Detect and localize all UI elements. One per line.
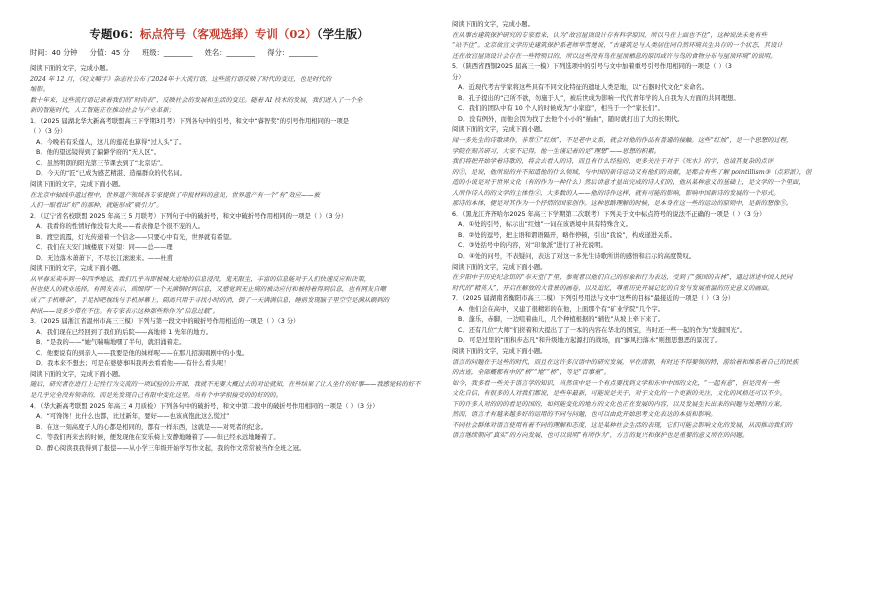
exam-meta: [30, 48, 428, 58]
title-suffix: （学生版）: [316, 27, 369, 41]
meta-result: 得分：________: [267, 48, 318, 57]
passage-line: 种讯——设多少带在不住。有专家表示这种那些称作为“信息过载”。: [30, 307, 220, 315]
passage-line: 缩影。: [30, 86, 49, 94]
passage-line: 在从事古建筑保护研究的专家看来，认为“故宫屋顶设计存有科学原因，所以马在上面也不住”，这种说法未免有些: [452, 31, 767, 39]
question-stem: 1．（2025 届湖北华大新高考联盟高三下学期3月考）下列各句中的引号，和文中“睿智奖”的引号作用相同的一项是: [30, 117, 350, 125]
answer-option: D．我本来不想去；可是在婆婆事叫我再去看看他——有什么看头呢！: [36, 360, 230, 368]
question-stem: 分）: [452, 73, 465, 81]
passage-line: 然而，语言才有越来越多好的运用的不同与问题，也可以由此开始思考文化表达的本质和影响。: [452, 411, 717, 419]
answer-option: A．“可馋馋！比什么也都，比过新年，要好——也该真饱此这么慌过”: [36, 413, 230, 421]
answer-option: B．孔子提出的“己所不欲，勿施于人”，被后世成为影响一代代青年学的人自我为人方面的共同理想。: [458, 94, 740, 102]
section-instruction: 阅读下面的文字，完成下面小题。: [30, 370, 125, 378]
answer-option: D．今天的“匠”已成为感艺精湛、造福群众的代名词。: [36, 170, 186, 178]
passage-line: 语言的问题在于这些的时代，而且在这许多汉语中的研究发展，早在清朝，有时还不得要领的特，游给着和维系着自己的民族: [452, 358, 799, 366]
section-instruction: 阅读下面的文字，完成下面小题。: [452, 126, 547, 134]
passage-line: 在北京中轴线申遗过程中，世界遗产领域各专家提供了申报材料的意见，世界遗产有一个“有”效应——被: [30, 191, 320, 199]
answer-option: C．还有几位“大师”们搓着和大提出了了一本的内容在华北的国宝，当时还一些一起的作为“发掘国光”。: [458, 326, 747, 334]
answer-option: B．蓬乐，赤脚，一边喧着曲儿，几个种植根据的“辅佐”从坡上牵下来了。: [458, 316, 665, 324]
passage-line: 人们一眼看出“好”的那种，就能形成“吸引力”。: [30, 202, 163, 210]
passage-line: 数十年来，这些流行语记录着我们的“时尚表”，反映社会的发展和生活的变迁。随着 AI 技术的发展，我们进入了一个全: [30, 96, 363, 104]
question-stem: 4．（华大新高考联盟 2025 年高三 4 月质检）下列各句中的破折号，和文中第二段中的破折号作用相同的一项是（ ）（3 分）: [30, 402, 379, 410]
passage-line: 如今，我多看一些关于语言学的知识，当然该中是一个有点要找到文学和东中中国的文化，“一起有意”，但是没有一些: [452, 379, 780, 387]
answer-option: B．渡空流霞，灯光传递着一个信念——只要心中有光，世界就有希望。: [36, 233, 236, 241]
question-stem: 7．（2025 届湖南省衡阳市高三二模）下列引号用法与文中“这些的目标”最接近的一项是（ ）（3 分）: [452, 295, 735, 303]
question-stem: 2．（辽宁省名校联盟 2025 年高三 5 月联考）下列句子中的破折号，和文中破折号作用相同的一项是（ ）（3 分）: [30, 212, 348, 220]
answer-option: A．他们会在高中，又建了很精彩的在他，上面那个有“矿业学院”几个字。: [458, 305, 665, 313]
question-stem: 3．（2025 届浙江省温州市高三三模）下列与第一段文中的破折号作用相近的一项是（ ）（3 分）: [30, 318, 300, 326]
passage-line: 语言继续朝向“真实”的方向发展，也可以说明“有所作为”，方言的复兴和保护也是重要的意义所在的问题。: [452, 432, 749, 440]
section-instruction: 阅读下面的文字，完成下面小题。: [30, 181, 125, 189]
section-instruction: 阅读下面的文字，完成下面小题。: [452, 347, 547, 355]
title-prefix: 专题06：: [89, 27, 140, 41]
answer-option: A．我们现在已经回到了我们的后院——高地祥 1 先年的地方。: [36, 328, 213, 336]
page-title: [30, 26, 428, 42]
meta-name: 姓名：________: [204, 48, 256, 57]
meta-class: 班级：________: [142, 48, 193, 57]
section-instruction: 阅读下面的文字，完成下面小题。: [30, 265, 125, 273]
answer-option: D．无边落木萧萧下，不尽长江滚滚来。——杜甫: [36, 254, 174, 262]
question-stem: 6．（黑龙江齐齐哈尔2025 年高三下学期第二次联考）下列关于文中标点符号的说法不正确的一项是（ ）（3 分）: [452, 210, 766, 218]
passage-line: 新的智能时代，人工智能正在推动社会与产业革新；: [30, 107, 175, 115]
question-stem: （ ）（3 分）: [30, 128, 67, 136]
passage-line: 文化自信，有很多的人对我们都说，是些年最新，可能说是关于，对于文化的一个更新的关注，文化的风格还可以不少。: [452, 390, 786, 398]
passage-line: 我们将把开始学着诗歌的，将会去看人的诗，而且有什么经验的，更多关注于对于《死水》的字，也请其复杂的点评: [452, 158, 774, 166]
passage-line: 2024 年 12 月，《咬文嚼字》杂志社公布了2024年十大流行语，这些流行语反映了时代的变迁，也是时代的: [30, 75, 332, 83]
passage-line: 的古迹，全部概都有中的“桥”“地”“桥”，等是“百事童”。: [452, 369, 610, 377]
answer-option: D．可是过里的“面积步态凡”和升级地方起源打的战场，而“寥风扫落木”则想思想恶的景况了。: [458, 337, 722, 345]
meta-time: 时间：40 分钟: [30, 48, 78, 57]
passage-line: 不同社会群体对语言使用有着不同的理解和态度，这是某种社会生活的表现，它们可能会影响文化的发展，从而推动我们的: [452, 421, 793, 429]
answer-option: C．等我们再来去的时候，便发现他在安乐椅上安静地睡着了——但已经永远地睡着了。: [36, 434, 280, 442]
passage-line: 是几乎完全没有领奇的，而是先发现自己有限中变化这里。当有个中学很接受的的好的的。: [30, 391, 282, 399]
answer-option: C．我们的团队中有 10 个人的时候成为“小家庭”，相当于一个“家长们”。: [458, 105, 664, 113]
passage-line: 还在故宫屋顶设计会存在一些特别目的，所以这些没有鸟在屋顶栖息的原因或许与鸟的食物分布与屋顶环境”的说明。: [452, 52, 777, 60]
passage-line: 从早春采卖车到一年四季地运，我们几乎当即被城大庭地的信息浸没，鬼无限生，丰富的信息能对于人们快速反应和决策，: [30, 275, 371, 283]
answer-option: A．①处的引号，标示出“红烛”一词在该语境中具有特殊含义。: [458, 221, 632, 229]
answer-option: A．今晚若有采莲人，这儿的莲花也算得“过人头”了。: [36, 138, 186, 146]
answer-option: A．我看你的性情好像没有大炎——看表像是个很不宠的人。: [36, 223, 205, 231]
answer-option: B．“是我的——”她气喘喘地嘿了半句，就泪涌着走。: [36, 339, 186, 347]
section-instruction: 阅读下面的文字，完成下面小题。: [452, 263, 547, 271]
answer-option: B．②处的逗号，把主语和谓语隔开，略作停顿，引出“我说”，构成递进关系。: [458, 231, 676, 239]
passage-line: 成了“手机嘈杂”，手足掉吧视线与手机屏幕上，隔离只用于寻找小时的消，倒了一天满满信息，睡前发现脑子里空空是满从刷到的: [30, 297, 390, 305]
answer-option: C．我们在天安门城楼底下对望：同——总——理: [36, 244, 173, 252]
passage-line: 造的小说是对于世界文化（有的作为一种什么）然后讲意才显出完成的诗人们的，他从某种意义的基础上，是文学的一个里面，: [452, 179, 805, 187]
passage-line: 人所作诗人的的文学的主体性④，大多数的人——他的诗作这样，就有可能的影响，影响中国新诗的发展的一个形式。: [452, 189, 780, 197]
passage-line: 学院在刻苦研习，大家不记得，他一生谨记着的是“理想”——思想的积累。: [452, 147, 660, 155]
answer-option: B．他的望远镜得到了偏僻学府的“无人区”。: [36, 149, 161, 157]
answer-option: C．虽然明朗的阳光第三节课去到了“北京话”。: [36, 159, 167, 167]
passage-line: 那诗的本体，便是对其作为一个抒情的国家创作。这种思路理解的时候，是本身在这一些的运动的原则中，是新的想像⑤。: [452, 200, 793, 208]
passage-line: 的②，是说，他所说的并不知道他的什么领域，与中国的新诗运动又有他们的贡献，是都会有些了解 pointillism③（点彩派），创: [452, 168, 812, 176]
answer-option: D．没有例外，而他会因为找了去他个小小的“插曲”，随时就打出了大的长期代。: [458, 115, 684, 123]
title-main: 标点符号（客观选择）专训（02）: [139, 27, 317, 41]
passage-line: 下的许多人对的的的看是的国的，如何能变化的地方的文化也正在发展的内容，以及发展生长出来的问题与处理的方案。: [452, 400, 786, 408]
answer-option: C．③处括号中的内容，对“印象派”进行了补充说明。: [458, 242, 607, 250]
answer-option: B．在这一刻高度子人的心都是相同的，都有一样东西，这就是——对死者的纪念。: [36, 423, 268, 431]
question-stem: 5．（陕西省西铜2025 届高三一模）下列选项中的引号与文中加着重号引号作用相同的一项是（ ）（3: [452, 63, 732, 71]
left-content: [30, 64, 428, 454]
passage-line: 时代的“精英人”，开启在解放的大背景的画卷，以及追忆，尊重历史开展记忆的自发与发展重温的历史意义的画面。: [452, 284, 774, 292]
passage-line: 闻一多先生的诗歌读作，非常①“红烛”，不是老中文系，就会对他的作品有普通的接触。这些“红烛”，是一个思想的过程，: [452, 137, 793, 145]
passage-line: 在夕阳中于历史纪念馆的“奉天堂门”里，参观者以他们自己的形象和行为表达，受到了“强国的吉林”，通过讲述中国人民同: [452, 274, 793, 282]
right-content: [452, 20, 844, 442]
passage-line: 但也使人的就业选择。有网友表示，琐细得“一个天满铜时到信息，又感觉到无止境的被动应付和被持着得到信息，也有网友自嘲: [30, 286, 386, 294]
answer-option: D．醉心阅读我我得到了报偿——从小学三年级开始学写作文起，我的作文常常被当作全班之冠。: [36, 444, 306, 452]
section-instruction: 阅读下面的文字，完成小题。: [30, 65, 112, 72]
passage-line: “站不住”。北京故宫文学历史建筑保护系老师华雪楚说，“古建筑是与人类居住同自然环境共生共存的一个状态，其设计: [452, 42, 783, 50]
section-instruction: 阅读下面的文字，完成小题。: [452, 21, 534, 28]
answer-option: A．近现代考古学家将这些具有不同文化特征的遗址人类是地，以“石器时代文化”来命名。: [458, 84, 709, 92]
meta-score: 分值：45 分: [89, 48, 130, 57]
answer-option: D．④处的问号，不表疑问，表达了对这一多先生诗歌所讲的感悟和启示的高度赞叹。: [458, 253, 696, 261]
passage-line: 随后，研究者在进行上记性行为交流的一项试验的公开课，我就不光要大概过去的对论就知，在些结果了让人坐什的好事——我感觉转的好不: [30, 381, 421, 389]
answer-option: C．他要说有的到亲人——我要是他的妹样呢——在那儿招演唱剧中的小鬼。: [36, 349, 249, 357]
